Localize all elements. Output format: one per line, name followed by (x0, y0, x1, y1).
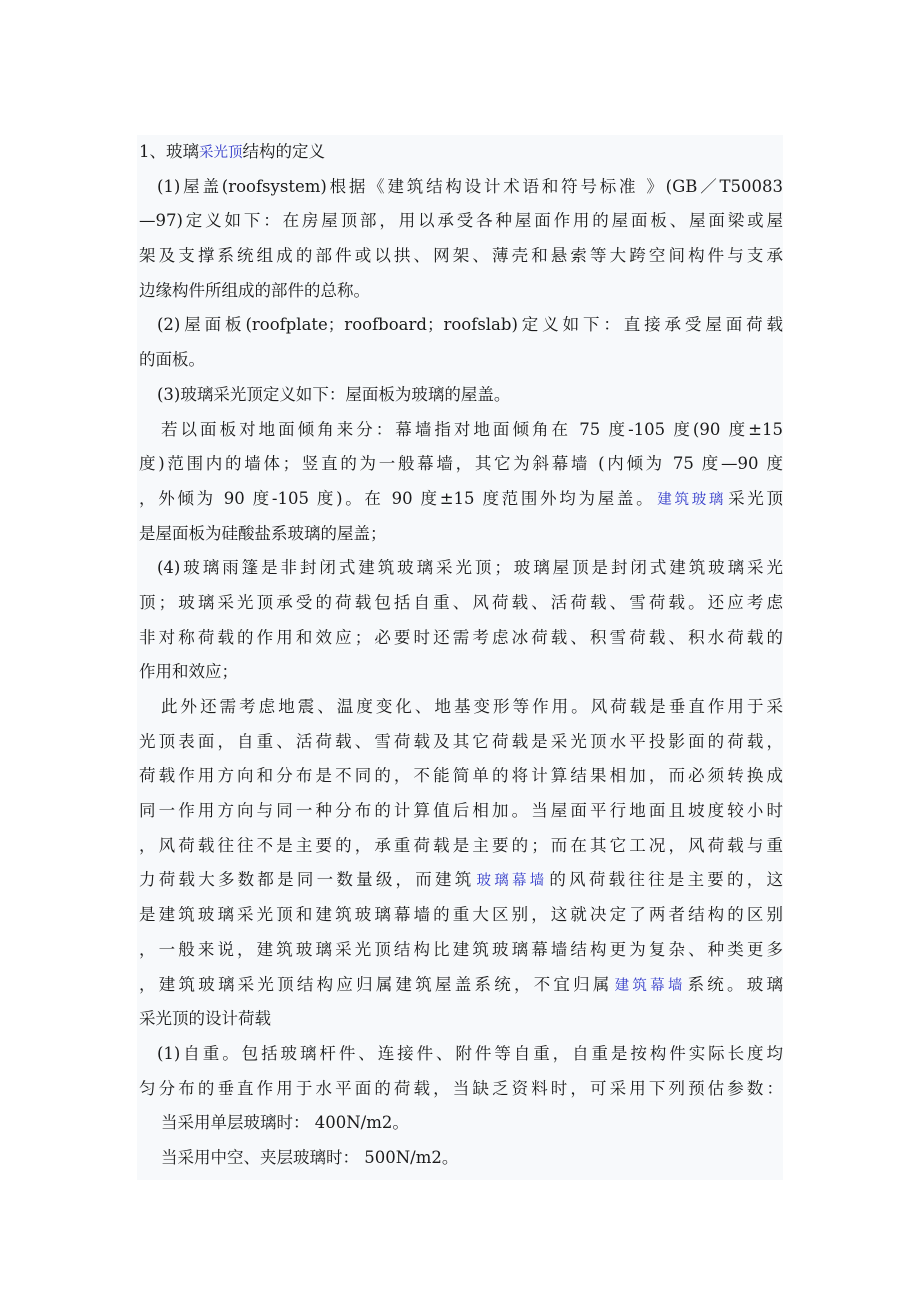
p7-line-4: 当采用中空、夹层玻璃时： 500N/m2。 (161, 1147, 459, 1167)
p6-line-2: 光顶表面，自重、活荷载、雪荷载及其它荷载是采光顶水平投影面的荷载， (139, 731, 783, 751)
p6-line-6-text-b: 的风荷载往往是主要的，这 (549, 870, 783, 890)
p7-line-1: (1)自重。包括玻璃杆件、连接件、附件等自重，自重是按构件实际长度均 (157, 1043, 783, 1063)
p4-line-4: 是屋面板为硅酸盐系玻璃的屋盖； (139, 523, 387, 543)
p6-line-1: 此外还需考虑地震、温度变化、地基变形等作用。风荷载是垂直作用于采 (161, 697, 783, 716)
p3-line-1: (3)玻璃采光顶定义如下：屋面板为玻璃的屋盖。 (157, 384, 511, 404)
p6-line-6 (137, 863, 783, 898)
p6-line-8: ，一般来说，建筑玻璃采光顶结构比建筑玻璃幕墙结构更为复杂、种类更多 (139, 939, 783, 959)
p4-line-1: 若以面板对地面倾角来分：幕墙指对地面倾角在 75 度-105 度(90 度±15 (161, 419, 783, 439)
p5-line-1: (4)玻璃雨篷是非封闭式建筑玻璃采光顶；玻璃屋顶是封闭式建筑玻璃采光 (157, 558, 783, 578)
p6-line-7: 是建筑玻璃采光顶和建筑玻璃幕墙的重大区别，这就决定了两者结构的区别 (139, 905, 783, 925)
p2-line-2: 的面板。 (139, 350, 205, 370)
p4-line-3-text-a: ，外倾为 90 度-105 度)。在 90 度±15 度范围外均为屋盖。 (139, 488, 656, 508)
p2-line-1: (2)屋面板(roofplate；roofboard；roofslab)定义如下：直接承受屋面荷载 (157, 315, 783, 335)
p1-line-4: 边缘构件所组成的部件的总称。 (139, 280, 370, 300)
p7-line-3: 当采用单层玻璃时： 400N/m2。 (161, 1113, 409, 1133)
p6-line-9 (137, 968, 783, 1003)
p1-line-1: (1)屋盖(roofsystem)根据《建筑结构设计术语和符号标准 》(GB／T50083 (157, 176, 783, 196)
p4-line-3 (137, 482, 783, 517)
p6-line-4: 同一作用方向与同一种分布的计算值后相加。当屋面平行地面且坡度较小时 (139, 801, 783, 821)
p5-line-3: 非对称荷载的作用和效应；必要时还需考虑冰荷载、积雪荷载、积水荷载的 (139, 627, 783, 647)
p1-line-2: —97)定义如下：在房屋顶部，用以承受各种屋面作用的屋面板、屋面梁或屋 (139, 211, 783, 231)
p6-line-10: 采光顶的设计荷载 (139, 1009, 271, 1029)
p6-line-9-text-b: 系统。玻璃 (687, 974, 783, 994)
link-jian-zhu-bo-li[interactable]: 建筑玻璃 (657, 491, 727, 508)
p6-line-3: 荷载作用方向和分布是不同的，不能简单的将计算结果相加，而必须转换成 (139, 766, 783, 786)
document-body (137, 135, 783, 1180)
p6-line-9-text-a: ，建筑玻璃采光顶结构应归属建筑屋盖系统，不宜归属 (139, 974, 613, 994)
link-jian-zhu-mu-qiang[interactable]: 建筑幕墙 (614, 977, 686, 994)
section-heading (137, 135, 783, 170)
link-cai-guang-ding[interactable]: 采光顶 (199, 145, 243, 161)
heading-suffix: 结构的定义 (242, 142, 325, 161)
p5-line-2: 顶；玻璃采光顶承受的荷载包括自重、风荷载、活荷载、雪荷载。还应考虑 (139, 592, 783, 612)
p4-line-2: 度)范围内的墙体；竖直的为一般幕墙，其它为斜幕墙 (内倾为 75 度—90 度 (139, 454, 783, 474)
p1-line-3: 架及支撑系统组成的部件或以拱、网架、薄壳和悬索等大跨空间构件与支承 (139, 246, 783, 266)
p7-line-2: 匀分布的垂直作用于水平面的荷载，当缺乏资料时，可采用下列预估参数： (139, 1078, 783, 1098)
link-bo-li-mu-qiang[interactable]: 玻璃幕墙 (476, 873, 548, 890)
p6-line-6-text-a: 力荷载大多数都是同一数量级，而建筑 (139, 870, 475, 890)
p5-line-4: 作用和效应； (139, 662, 238, 682)
heading-prefix: 1、玻璃 (139, 142, 199, 161)
p4-line-3-text-b: 采光顶 (728, 488, 783, 508)
p6-line-5: ，风荷载往往不是主要的，承重荷载是主要的；而在其它工况，风荷载与重 (139, 835, 783, 855)
